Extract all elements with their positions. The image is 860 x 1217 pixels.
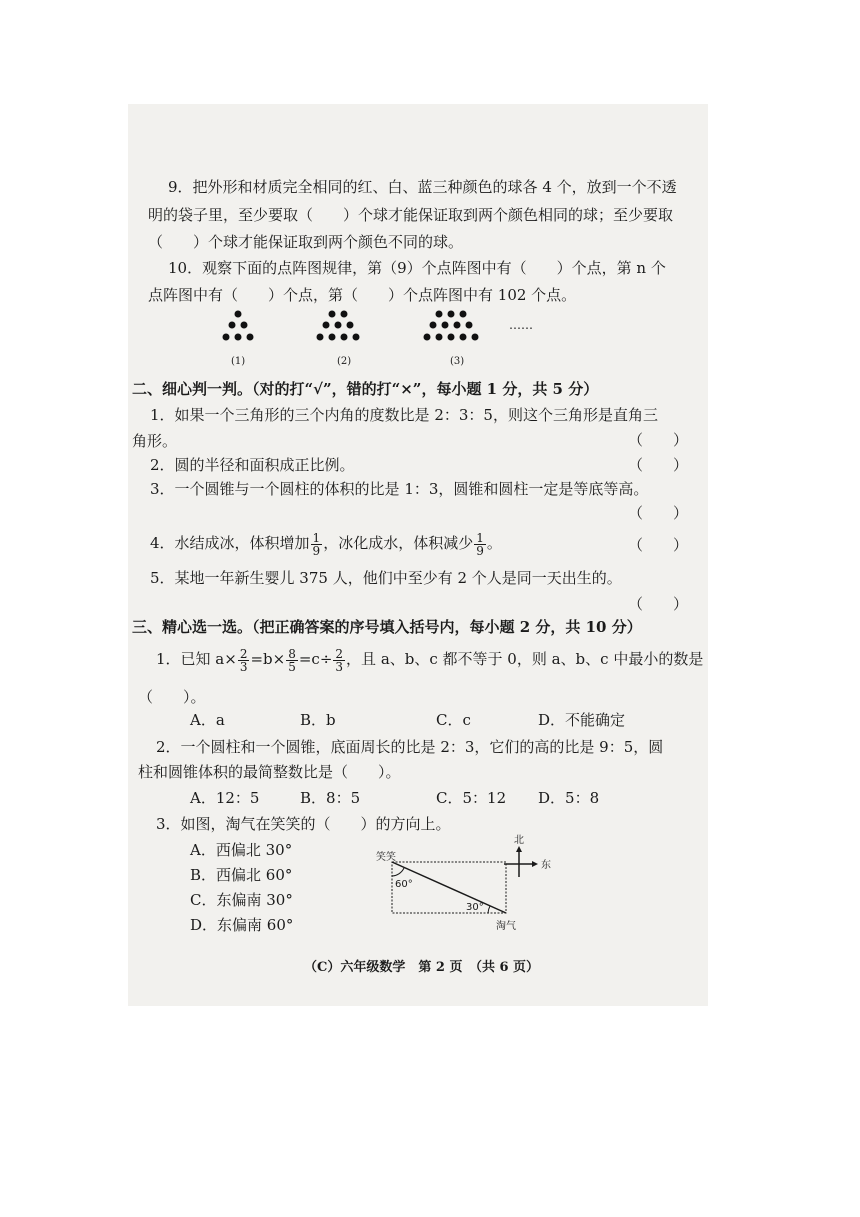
dot-pattern-1 bbox=[223, 311, 254, 341]
exam-page bbox=[128, 104, 708, 1006]
answer-paren-1[interactable]: （ ） bbox=[628, 431, 689, 449]
section2-title: 二、细心判一判。（对的打“√”，错的打“×”，每小题 1 分，共 5 分） bbox=[132, 380, 599, 398]
judge-4: 4．水结成冰，体积增加 $\frac{1}{9}$ ，冰化成水，体积减少 $\frac{1}{9}$ 。 bbox=[150, 530, 502, 558]
choice-2-option-d[interactable]: D．5：8 bbox=[538, 789, 600, 807]
section3-title: 三、精心选一选。（把正确答案的序号填入括号内，每小题 2 分，共 10 分） bbox=[132, 618, 642, 636]
label-xiaoxiao: 笑笑 bbox=[376, 852, 396, 863]
angle-arc-30 bbox=[488, 906, 490, 913]
answer-paren-3[interactable]: （ ） bbox=[628, 504, 689, 522]
judge-3: 3．一个圆锥与一个圆柱的体积的比是 1：3，圆锥和圆柱一定是等底等高。 bbox=[150, 480, 649, 498]
choice-3-option-d[interactable]: D．东偏南 60° bbox=[190, 916, 294, 934]
q9-line1: 9．把外形和材质完全相同的红、白、蓝三种颜色的球各 4 个，放到一个不透 bbox=[168, 178, 677, 196]
direction-diagram bbox=[356, 832, 556, 942]
choice-1-option-b[interactable]: B．b bbox=[300, 711, 336, 729]
q9-line3: （ ）个球才能保证取到两个颜色不同的球。 bbox=[148, 233, 464, 251]
label-taoqi: 淘气 bbox=[496, 921, 516, 932]
judge-5: 5．某地一年新生婴儿 375 人，他们中至少有 2 个人是同一天出生的。 bbox=[150, 569, 622, 587]
choice-1-line1: 1．已知 a× $\frac{2}{3}$ =b× $\frac{8}{5}$ =c÷ $\frac{2}{3}$ ，且 a、b、c 都不等于 0，则 a、b、c 中最小的数是 bbox=[156, 646, 704, 674]
ellipsis: …… bbox=[509, 318, 533, 332]
fraction-one-ninth-a: $\frac{1}{9}$ bbox=[312, 530, 321, 558]
dot-pattern-3 bbox=[424, 311, 479, 341]
choice-1-option-a[interactable]: A．a bbox=[190, 711, 225, 729]
choice-1-line2: （ ）。 bbox=[138, 688, 206, 706]
choice-2-option-c[interactable]: C．5：12 bbox=[436, 789, 507, 807]
judge-4-text-a: 4．水结成冰，体积增加 bbox=[150, 534, 310, 552]
q10-line2: 点阵图中有（ ）个点，第（ ）个点阵图中有 102 个点。 bbox=[148, 286, 577, 304]
choice-2-line2: 柱和圆锥体积的最简整数比是（ ）。 bbox=[138, 763, 401, 781]
dot-pattern-figure bbox=[208, 304, 548, 374]
choice-2-line1: 2．一个圆柱和一个圆锥，底面周长的比是 2：3，它们的高的比是 9：5，圆 bbox=[156, 738, 664, 756]
q9-line2: 明的袋子里，至少要取（ ）个球才能保证取到两个颜色相同的球；至少要取 bbox=[148, 206, 674, 224]
fraction-2-3-b: $\frac{2}{3}$ bbox=[335, 646, 344, 674]
judge-1-line1: 1．如果一个三角形的三个内角的度数比是 2：3：5，则这个三角形是直角三 bbox=[150, 406, 658, 424]
east-arrow-icon bbox=[532, 861, 538, 867]
label-north: 北 bbox=[514, 835, 524, 846]
label-angle-60: 60° bbox=[395, 879, 413, 890]
dot-pattern-2 bbox=[317, 311, 360, 341]
answer-paren-2[interactable]: （ ） bbox=[628, 456, 689, 474]
fraction-2-3-a: $\frac{2}{3}$ bbox=[239, 646, 248, 674]
fraction-one-ninth-b: $\frac{1}{9}$ bbox=[476, 530, 484, 558]
choice-2-option-b[interactable]: B．8：5 bbox=[300, 789, 361, 807]
dot-label-2: (2) bbox=[337, 356, 352, 367]
choice-3-option-b[interactable]: B．西偏北 60° bbox=[190, 866, 293, 884]
judge-4-text-b: ，冰化成水，体积减少 bbox=[323, 534, 474, 552]
q10-line1: 10．观察下面的点阵图规律，第（9）个点阵图中有（ ）个点，第 n 个 bbox=[168, 259, 666, 277]
fraction-8-5: $\frac{8}{5}$ bbox=[288, 646, 296, 674]
choice-3-line1: 3．如图，淘气在笑笑的（ ）的方向上。 bbox=[156, 815, 451, 833]
angle-arc-60 bbox=[392, 868, 404, 876]
dot-label-3: (3) bbox=[450, 356, 465, 367]
north-arrow-icon bbox=[516, 846, 522, 852]
answer-paren-4[interactable]: （ ） bbox=[628, 536, 689, 554]
judge-1-line2: 角形。 bbox=[132, 432, 178, 450]
choice-1-option-d[interactable]: D．不能确定 bbox=[538, 711, 626, 729]
choice-2-option-a[interactable]: A．12：5 bbox=[190, 789, 260, 807]
choice-3-option-c[interactable]: C．东偏南 30° bbox=[190, 891, 293, 909]
label-angle-30: 30° bbox=[466, 902, 484, 913]
dot-label-1: (1) bbox=[231, 356, 246, 367]
answer-paren-5[interactable]: （ ） bbox=[628, 595, 689, 613]
choice-3-option-a[interactable]: A．西偏北 30° bbox=[190, 841, 293, 859]
judge-2: 2．圆的半径和面积成正比例。 bbox=[150, 456, 355, 474]
page-footer: （C）六年级数学 第 2 页 （共 6 页） bbox=[304, 960, 540, 975]
label-east: 东 bbox=[541, 860, 551, 871]
choice-1-option-c[interactable]: C．c bbox=[436, 711, 471, 729]
